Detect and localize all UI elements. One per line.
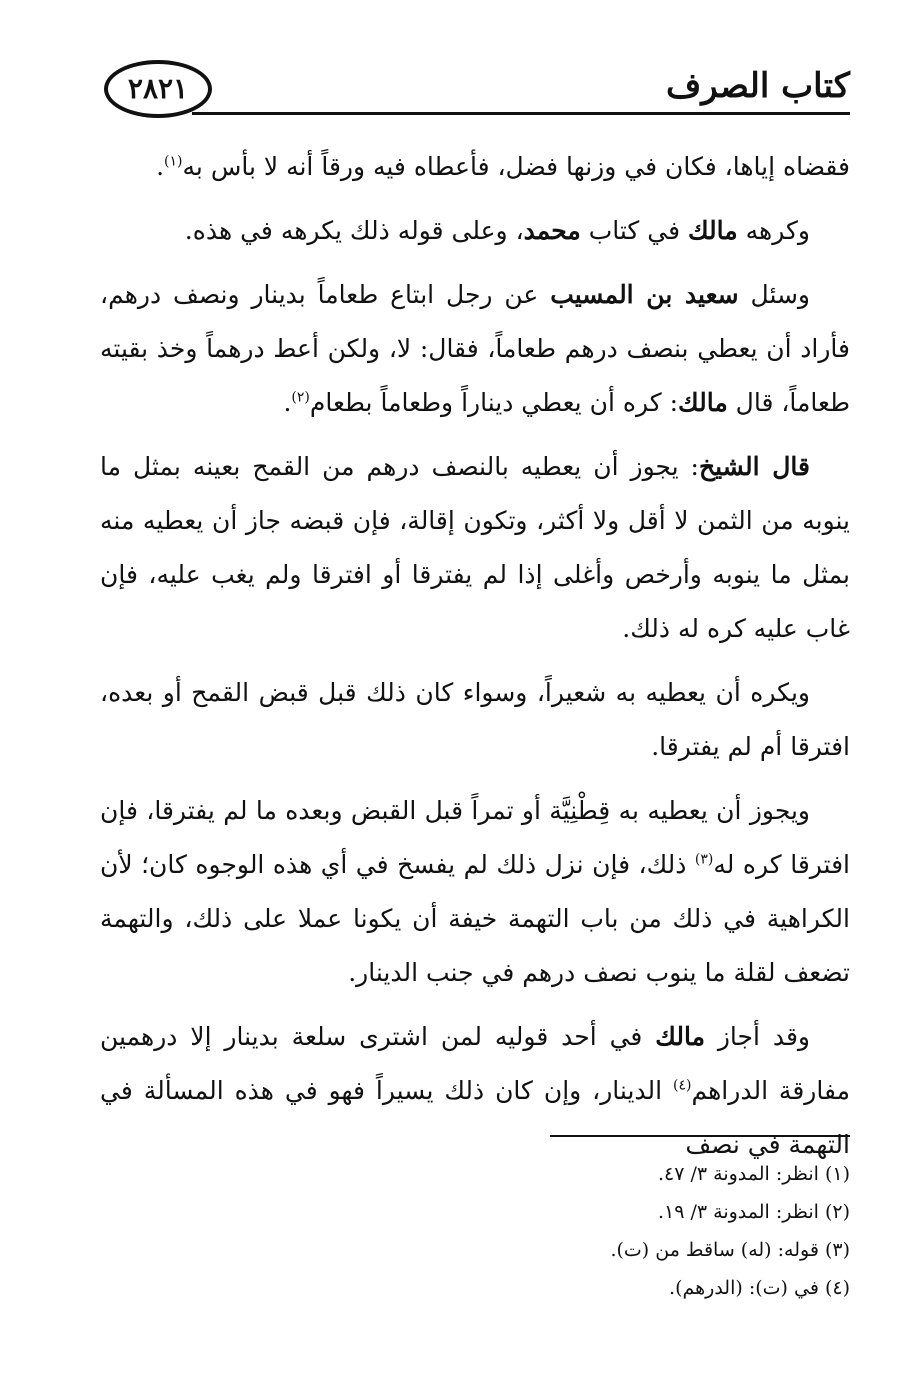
bold-name: قال الشيخ xyxy=(698,452,810,481)
text-segment: وكرهه xyxy=(737,216,810,245)
paragraph xyxy=(100,204,850,258)
footnote-4: (٤) في (ت): (الدرهم). xyxy=(669,1277,850,1299)
text-segment: ذلك، فإن نزل ذلك لم يفسخ في أي هذه الوجوه كان؛ لأن الكراهية في ذلك من باب التهمة خيفة أن يكونا عملا على ذلك، والتهمة تضعف لقلة ما ينوب نصف درهم في جنب الدينار. xyxy=(100,850,850,987)
text-segment: : كره أن يعطي ديناراً وطعاماً بطعام xyxy=(309,388,679,417)
footnote-ref: (٤) xyxy=(673,1077,692,1094)
text-segment: فقضاه إياها، فكان في وزنها فضل، فأعطاه فيه ورقاً أنه لا بأس به xyxy=(182,152,850,181)
page-number: ٢٨٢١ xyxy=(104,60,212,118)
page-header xyxy=(100,52,850,122)
text-segment: عن رجل ابتاع طعاماً بدينار ونصف درهم، فأراد أن يعطي بنصف درهم طعاماً، فقال: لا، ولكن أعط درهماً وخذ بقيته طعاماً، قال xyxy=(100,280,850,417)
bold-name: محمد xyxy=(523,216,581,245)
text-segment: ، وعلى قوله ذلك يكرهه في هذه. xyxy=(184,216,524,245)
footnotes xyxy=(100,1155,850,1307)
bold-name: مالك xyxy=(687,216,738,245)
footnote-separator xyxy=(550,1135,850,1137)
text-segment: وقد أجاز xyxy=(704,1022,810,1051)
footnote-ref: (٣) xyxy=(694,851,714,868)
paragraph xyxy=(100,784,850,1000)
footnote-3: (٣) قوله: (له) ساقط من (ت). xyxy=(610,1239,850,1261)
text-segment: ويجوز أن يعطيه به قِطْنِيَّة أو تمراً قبل القبض وبعده ما لم يفترقا، فإن افترقا كره له xyxy=(100,796,851,879)
main-text xyxy=(100,140,850,1182)
footnote-2: (٢) انظر: المدونة ٣/ ١٩. xyxy=(657,1201,850,1223)
text-segment: في أحد قوليه لمن اشترى سلعة بدينار إلا درهمين مفارقة الدراهم xyxy=(100,1022,851,1105)
paragraph xyxy=(100,268,850,430)
text-segment: . xyxy=(156,152,165,181)
running-title: كتاب الصرف xyxy=(666,66,850,106)
paragraph xyxy=(100,440,850,656)
text-segment: ويكره أن يعطيه به شعيراً، وسواء كان ذلك قبل قبض القمح أو بعده، افترقا أم لم يفترقا. xyxy=(100,678,850,761)
header-rule xyxy=(192,112,850,115)
text-segment: وسئل xyxy=(738,280,811,309)
paragraph xyxy=(100,140,850,194)
text-segment: الدينار، وإن كان ذلك يسيراً فهو في هذه المسألة في التهمة في نصف xyxy=(100,1076,850,1159)
bold-name: سعيد بن المسيب xyxy=(550,280,739,309)
bold-name: مالك xyxy=(678,388,728,417)
paragraph xyxy=(100,1010,850,1172)
paragraph xyxy=(100,666,850,774)
footnote-1: (١) انظر: المدونة ٣/ ٤٧. xyxy=(657,1163,850,1185)
footnote-ref: (٢) xyxy=(291,389,310,406)
text-segment: . xyxy=(283,388,292,417)
bold-name: مالك xyxy=(655,1022,705,1051)
footnote-ref: (١) xyxy=(164,153,183,170)
text-segment: في كتاب xyxy=(580,216,688,245)
text-segment: : يجوز أن يعطيه بالنصف درهم من القمح بعينه بمثل ما ينوبه من الثمن لا أقل ولا أكثر، وتكون إقالة، فإن قبضه جاز أن يعطيه منه بمثل ما ينوبه وأرخص وأغلى إذا لم يفترقا أو افترقا ولم يغب عليه، فإن غاب عليه كره له ذلك. xyxy=(100,452,850,643)
